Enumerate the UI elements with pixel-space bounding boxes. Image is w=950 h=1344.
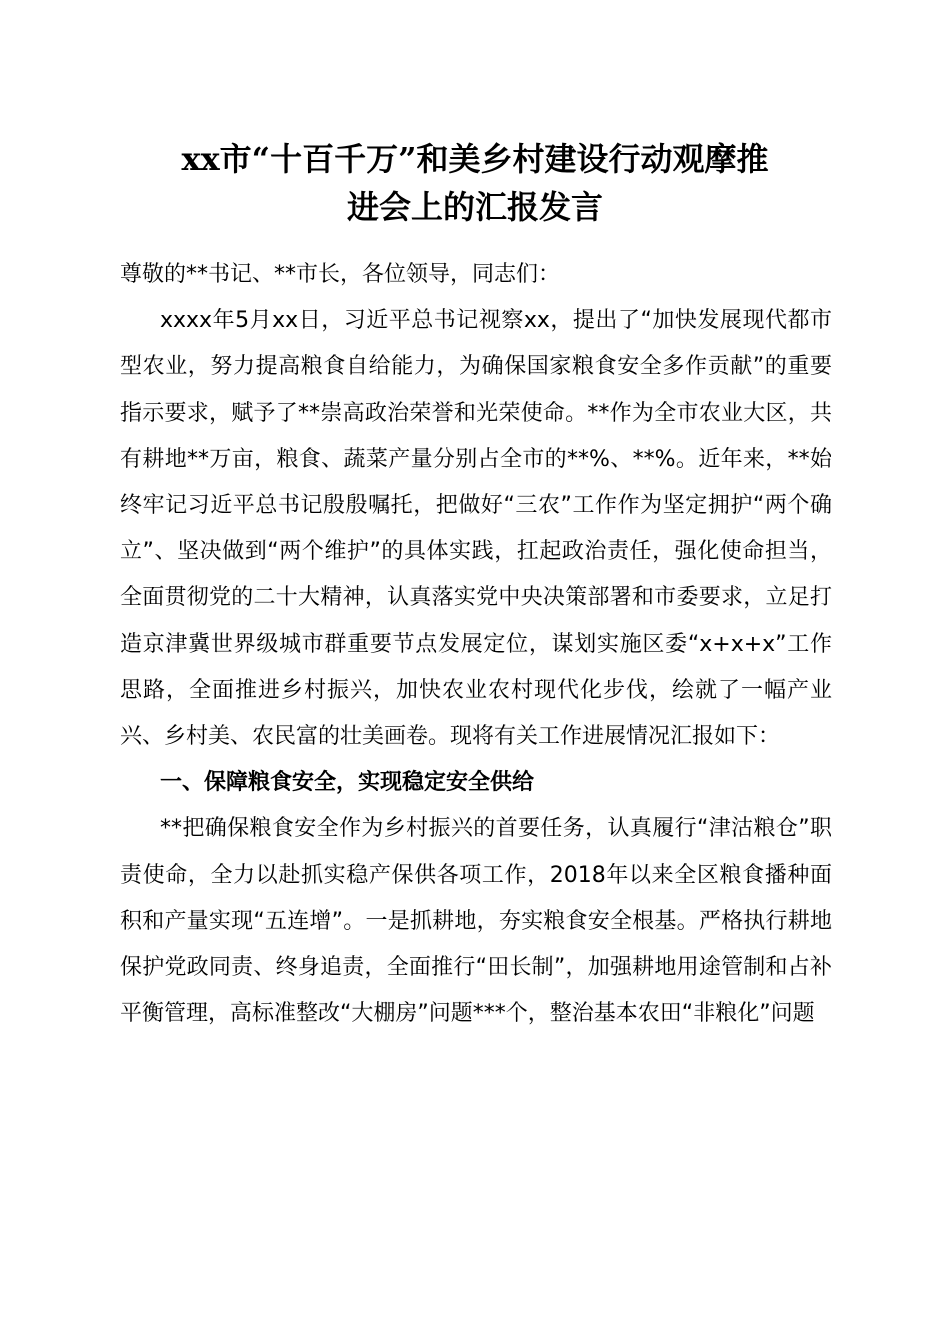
section-paragraph: **把确保粮食安全作为乡村振兴的首要任务，认真履行“津沽粮仓”职责使命，全力以赴抓实稳产保供各项工作，2018年以来全区粮食播种面积和产量实现“五连增”。一是抓耕地，夯实粮食安全根基。严格执行耕地保护党政同责、终身追责，全面推行“田长制”，加强耕地用途管制和占补平衡管理，高标准整改“大棚房”问题***个，整治基本农田“非粮化”问题 xyxy=(120,816,832,1027)
document-body xyxy=(120,252,832,1037)
title-line-2: 进会上的汇报发言 xyxy=(346,188,603,226)
intro-paragraph: xxxx年5月xx日，习近平总书记视察xx，提出了“加快发展现代都市型农业，努力提高粮食自给能力，为确保国家粮食安全多作贡献”的重要指示要求，赋予了**崇高政治荣誉和光荣使命。**作为全市农业大区，共有耕地**万亩，粮食、蔬菜产量分别占全市的**%、**%。近年来，**始终牢记习近平总书记殷殷嘱托，把做好“三农”工作作为坚定拥护“两个确立”、坚决做到“两个维护”的具体实践，扛起政治责任，强化使命担当，全面贯彻党的二十大精神，认真落实党中央决策部署和市委要求，立足打造京津冀世界级城市群重要节点发展定位，谋划实施区委“x+x+x”工作思路，全面推进乡村振兴，加快农业农村现代化步伐，绘就了一幅产业兴、乡村美、农民富的壮美画卷。现将有关工作进展情况汇报如下： xyxy=(120,308,832,750)
title-line-1: xx市“十百千万”和美乡村建设行动观摩推 xyxy=(181,140,769,178)
document-title xyxy=(100,135,850,231)
section-heading: 一、保障粮食安全，实现稳定安全供给 xyxy=(160,770,535,796)
salutation: 尊敬的**书记、**市长，各位领导，同志们： xyxy=(120,262,561,287)
